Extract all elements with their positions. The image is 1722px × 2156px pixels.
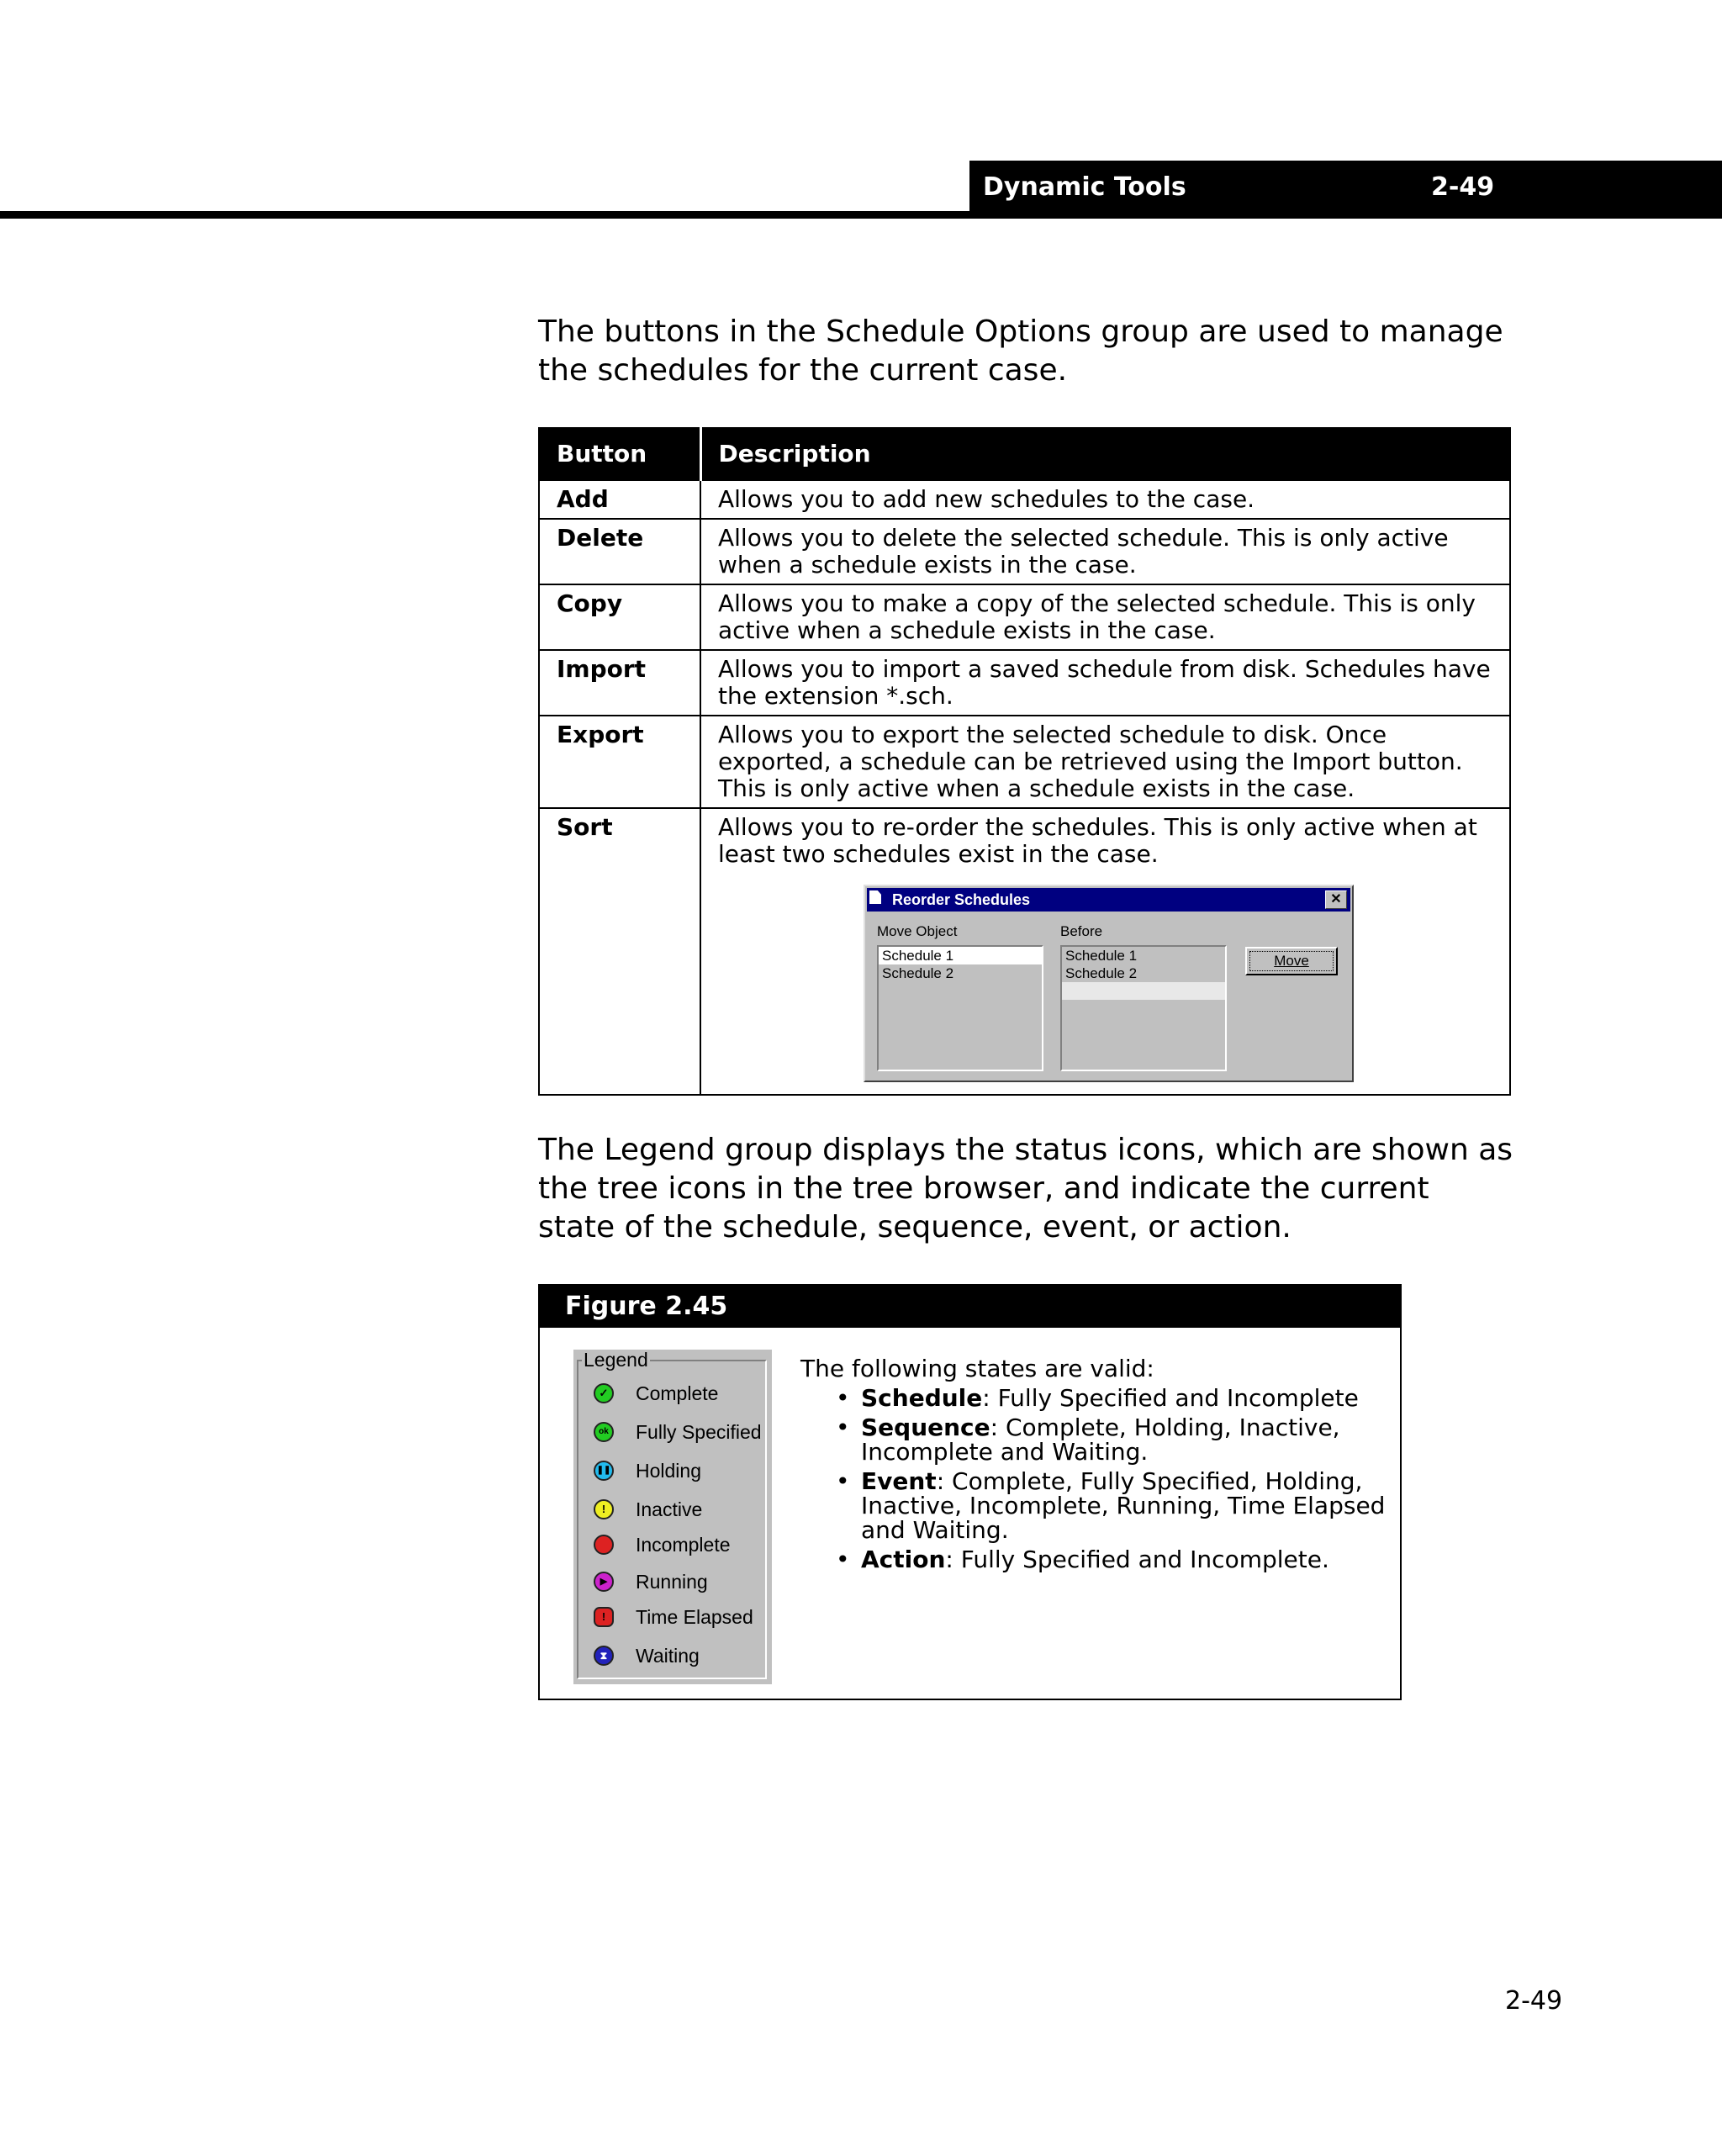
alert-icon: ! <box>594 1607 614 1627</box>
button-description: Allows you to add new schedules to the case. <box>700 480 1510 519</box>
table-row <box>539 716 1510 808</box>
table-row <box>539 480 1510 519</box>
button-description: Allows you to delete the selected schedule. This is only active when a schedule exists in the case. <box>700 519 1510 584</box>
dialog-titlebar <box>867 888 1350 912</box>
move-button[interactable]: Move <box>1245 947 1338 975</box>
move-object-label: Move Object <box>877 923 958 939</box>
list-item <box>861 1415 1389 1464</box>
table-row <box>539 650 1510 716</box>
schedule-options-intro: The buttons in the Schedule Options group are used to manage the schedules for the current case. <box>538 314 1503 388</box>
legend-intro: The Legend group displays the status icons, which are shown as the tree icons in the tree browser, and indicate the current state of the schedule, sequence, event, or action. <box>538 1133 1513 1244</box>
sort-description-cell <box>700 808 1510 1095</box>
list-item[interactable]: Schedule 2 <box>882 965 954 981</box>
states-intro: The following states are valid: <box>800 1355 1154 1382</box>
state-text: : Fully Specified and Incomplete <box>982 1384 1359 1412</box>
states-list <box>800 1386 1389 1572</box>
button-name: Import <box>539 650 700 716</box>
ok-icon: ok <box>594 1422 614 1442</box>
legend-label: Fully Specified <box>636 1421 762 1443</box>
button-name: Add <box>539 480 700 519</box>
state-term: Event <box>861 1467 937 1495</box>
list-item <box>861 1547 1389 1572</box>
close-icon[interactable]: ✕ <box>1325 890 1347 909</box>
schedule-options-table <box>538 427 1511 1096</box>
list-item[interactable]: Schedule 1 <box>1065 948 1138 964</box>
table-row <box>539 584 1510 650</box>
button-description: Allows you to make a copy of the selected schedule. This is only active when a schedule exists in the case. <box>700 584 1510 650</box>
list-item-empty[interactable] <box>1062 982 1225 1000</box>
play-icon: ▶ <box>594 1572 614 1592</box>
table-row <box>539 519 1510 584</box>
table-header-row <box>539 428 1510 480</box>
figure-header <box>540 1286 1400 1328</box>
legend-group <box>573 1350 772 1684</box>
button-description: Allows you to export the selected schedule to disk. Once exported, a schedule can be retrieved using the Import button. This is only active when a schedule exists in the case. <box>700 716 1510 808</box>
reorder-schedules-dialog <box>864 885 1354 1082</box>
window-icon <box>869 890 881 904</box>
state-text: : Complete, Fully Specified, Holding, Inactive, Incomplete, Running, Time Elapsed and Waiting. <box>861 1467 1386 1544</box>
button-name: Sort <box>539 808 700 1095</box>
before-label: Before <box>1060 923 1103 939</box>
check-icon: ✓ <box>594 1383 614 1403</box>
dialog-title: Reorder Schedules <box>892 891 1031 908</box>
figure-title: Figure 2.45 <box>565 1292 728 1321</box>
state-term: Sequence <box>861 1414 990 1441</box>
legend-label: Waiting <box>636 1645 700 1667</box>
figure-2-45 <box>538 1284 1402 1700</box>
legend-label: Incomplete <box>636 1534 731 1556</box>
incomplete-icon <box>594 1535 614 1555</box>
button-name: Export <box>539 716 700 808</box>
list-item <box>861 1469 1389 1542</box>
list-item[interactable]: Schedule 2 <box>1065 965 1138 981</box>
hourglass-icon: ⧗ <box>594 1646 614 1666</box>
table-row <box>539 808 1510 1095</box>
legend-label: Inactive <box>636 1498 703 1520</box>
legend-label: Complete <box>636 1382 719 1404</box>
warning-icon: ! <box>594 1499 614 1519</box>
state-text: : Fully Specified and Incomplete. <box>945 1546 1329 1573</box>
button-name: Copy <box>539 584 700 650</box>
legend-label: Holding <box>636 1460 701 1482</box>
list-item[interactable]: Schedule 1 <box>879 947 1042 964</box>
column-header-button: Button <box>539 428 700 480</box>
running-header <box>969 161 1722 219</box>
valid-states <box>800 1356 1389 1577</box>
legend-label: Time Elapsed <box>636 1606 753 1628</box>
move-object-list[interactable] <box>877 945 1043 1071</box>
header-page-number: 2-49 <box>1431 172 1495 202</box>
legend-label: Running <box>636 1571 708 1593</box>
button-description: Allows you to import a saved schedule from disk. Schedules have the extension *.sch. <box>700 650 1510 716</box>
state-term: Schedule <box>861 1384 983 1412</box>
section-title: Dynamic Tools <box>983 172 1186 202</box>
legend-caption: Legend <box>584 1349 648 1371</box>
pause-icon: ❚❚ <box>594 1461 614 1481</box>
button-name: Delete <box>539 519 700 584</box>
footer-page-number: 2-49 <box>1505 1986 1563 2016</box>
list-item <box>861 1386 1389 1410</box>
column-header-description: Description <box>700 428 1510 480</box>
state-text: : Complete, Holding, Inactive, Incomplete and Waiting. <box>861 1414 1340 1466</box>
state-term: Action <box>861 1546 946 1573</box>
button-description: Allows you to re-order the schedules. This is only active when at least two schedules exist in the case. <box>718 813 1477 868</box>
before-list[interactable] <box>1060 945 1227 1071</box>
